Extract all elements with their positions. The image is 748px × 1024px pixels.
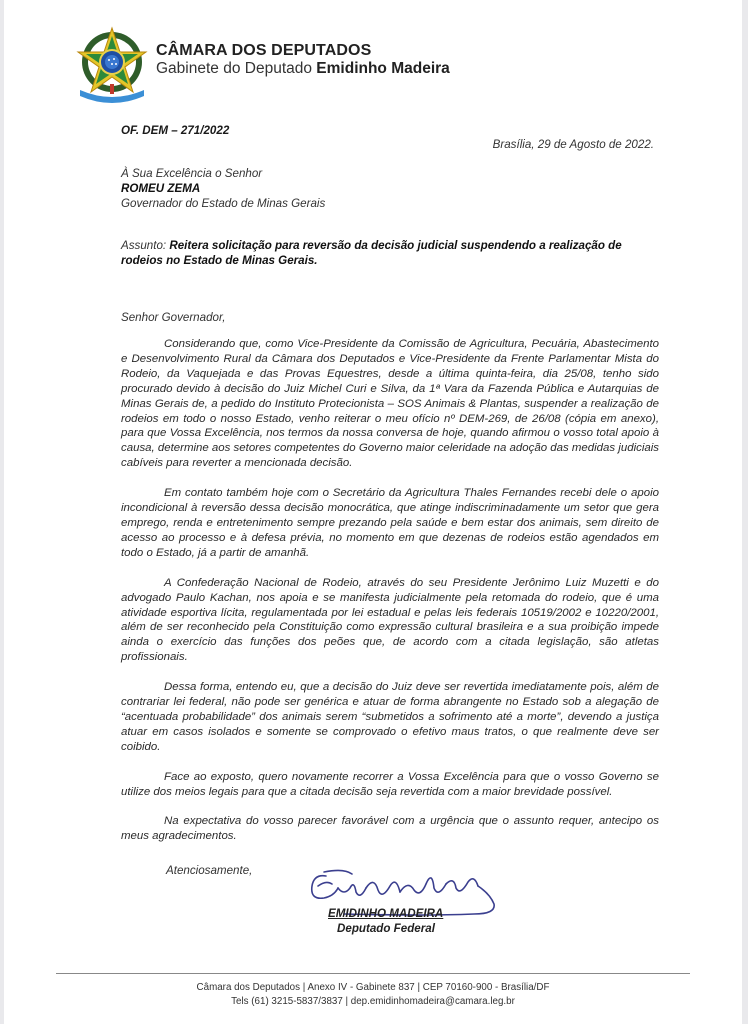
signer-role: Deputado Federal <box>337 922 435 935</box>
letter-body <box>121 337 659 859</box>
body-paragraph: Na expectativa do vosso parecer favorável com a urgência que o assunto requer, antecipo os meus agradecimentos. <box>121 815 659 843</box>
subject-line <box>121 238 661 268</box>
closing: Atenciosamente, <box>166 864 253 877</box>
body-paragraph: Em contato também hoje com o Secretário da Agricultura Thales Fernandes recebi dele o apoio incondicional à reversão dessa decisão monocrática, que atinge indiscriminadamente um setor que gera emprego, renda e entretenimento sempre prezando pela saúde e bem estar dos animais, sem direito de acesso ao processo e à defesa prévia, no momento em que dezenas de rodeios estão agendados em todo o Estado, já a partir de amanhã. <box>121 487 659 559</box>
body-paragraph: Considerando que, como Vice-Presidente da Comissão de Agricultura, Pecuária, Abastecimento e Desenvolvimento Rural da Câmara dos Deputados e Vice-Presidente da Frente Parlamentar Mista do Rodeio, da Vaquejada e das Provas Equestres, desde a última quinta-feira, dia 25/08, tenho sido procurado devido à decisão do Juiz Michel Curi e Silva, da 1ª Vara da Fazenda Pública e Autarquias de Minas Gerais de, a pedido do Instituto Protecionista – SOS Animais & Plantas, suspender a realização de rodeios em todo o nosso Estado, venho reiterar o meu ofício nº DEM-269, de 26/08 (cópia em anexo), para que Vossa Excelência, nos termos da nossa conversa de hoje, quando afirmou o vosso total apoio à causa, determine aos setores competentes do Governo maior celeridade na adoção das medidas judiciais cabíveis para reverter a mencionada decisão. <box>121 338 659 470</box>
letterhead <box>156 42 450 78</box>
institution-name: CÂMARA DOS DEPUTADOS <box>156 42 372 59</box>
footer-divider <box>56 973 690 974</box>
recipient-block <box>121 166 325 211</box>
footer-address: Câmara dos Deputados | Anexo IV - Gabinete 837 | CEP 70160-900 - Brasília/DF <box>196 982 550 993</box>
footer <box>4 981 742 1009</box>
body-paragraph: A Confederação Nacional de Rodeio, através do seu Presidente Jerônimo Luiz Muzetti e do advogado Paulo Kachan, nos apoia e se manifesta judicialmente pela retomada do rodeio, que é uma atividade esportiva lícita, regulamentada por lei estadual e pelas leis federais 10519/2002 e 10220/2001, além de ser reconhecido pela Constituição como expressão cultural brasileira e a sua proibição impede ainda o exercício das funções dos peões que, de acordo com a citada legislação, são atletas profissionais. <box>121 576 659 664</box>
recipient-salutation: À Sua Excelência o Senhor <box>121 167 263 180</box>
body-paragraph: Dessa forma, entendo eu, que a decisão do Juiz deve ser revertida imediatamente pois, além de contrariar lei federal, não pode ser genérica e atuar de forma abrangente no Estado sob a alegação de “acentuada probabilidade” dos animais serem “submetidos a sofrimento até a morte”, devendo a justiça atuar em casos isolados e somente se comprovado o efetivo maus tratos, o que realmente deve ser coibido. <box>121 681 659 753</box>
office-prefix: Gabinete do Deputado <box>156 60 312 77</box>
recipient-title: Governador do Estado de Minas Gerais <box>121 197 326 210</box>
office-name: Emidinho Madeira <box>316 60 450 77</box>
reference-number: OF. DEM – 271/2022 <box>121 124 230 137</box>
body-paragraph: Face ao exposto, quero novamente recorrer a Vossa Excelência para que o vosso Governo se utilize dos meios legais para que a citada decisão seja revertida com a maior brevidade possível. <box>121 770 659 798</box>
subject-label: Assunto: <box>121 239 167 252</box>
office-line <box>156 60 450 78</box>
greeting: Senhor Governador, <box>121 311 226 324</box>
signer-name: EMIDINHO MADEIRA <box>328 907 444 920</box>
brazil-coat-of-arms-icon <box>76 24 148 104</box>
date-line: Brasília, 29 de Agosto de 2022. <box>492 138 654 151</box>
recipient-name: ROMEU ZEMA <box>121 182 201 195</box>
subject-text: Reitera solicitação para reversão da decisão judicial suspendendo a realização de rodeios no Estado de Minas Gerais. <box>121 239 622 267</box>
footer-contact: Tels (61) 3215-5837/3837 | dep.emidinhomadeira@camara.leg.br <box>231 996 515 1007</box>
letter-page <box>4 0 742 1024</box>
